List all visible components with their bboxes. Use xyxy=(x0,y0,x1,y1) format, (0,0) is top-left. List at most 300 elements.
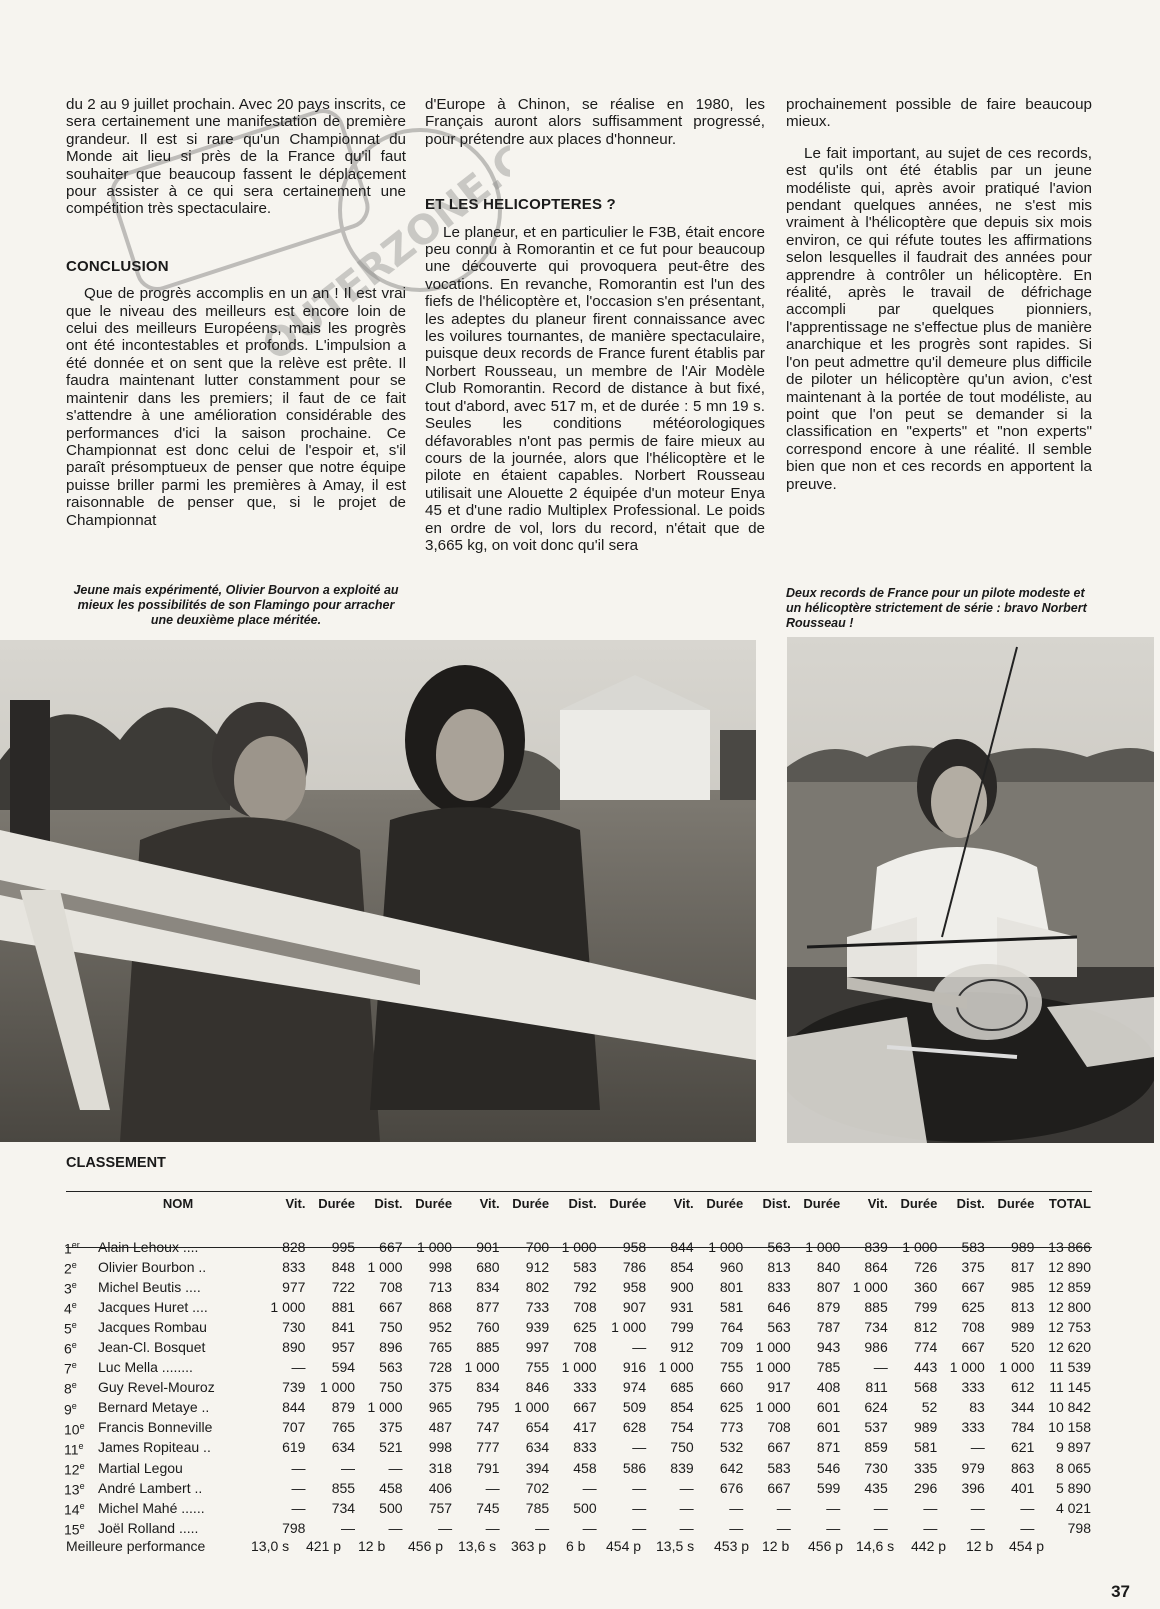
score-cell: — xyxy=(291,1459,306,1476)
caption-glider-photo: Jeune mais expérimenté, Olivier Bourvon a exploité au mieux les possibilités de son Flamingo pour arracher une deuxième place méritée. xyxy=(73,583,399,627)
score-cell: — xyxy=(970,1519,985,1536)
rank-cell: 14e xyxy=(64,1500,85,1518)
score-cell: 1 000 xyxy=(755,1339,791,1356)
score-cell: 755 xyxy=(719,1359,744,1376)
score-cell: 83 xyxy=(969,1399,985,1416)
score-cell: 834 xyxy=(476,1379,500,1396)
best-performance-value: 456 p xyxy=(408,1538,444,1554)
score-cell: 974 xyxy=(622,1379,647,1396)
score-cell: 709 xyxy=(719,1339,744,1356)
table-row xyxy=(64,1357,1094,1377)
table-row xyxy=(64,1398,1094,1418)
score-cell: 333 xyxy=(961,1419,985,1436)
score-cell: 943 xyxy=(816,1339,841,1356)
score-cell: 844 xyxy=(670,1238,694,1255)
best-performance-value: 6 b xyxy=(566,1538,586,1554)
score-cell: — xyxy=(341,1459,356,1476)
score-cell: 798 xyxy=(1067,1519,1091,1536)
score-cell: — xyxy=(485,1519,500,1536)
name-cell: Bernard Metaye .. xyxy=(98,1399,210,1416)
score-cell: — xyxy=(923,1499,938,1516)
score-cell: 708 xyxy=(767,1419,791,1436)
score-cell: 563 xyxy=(767,1238,791,1255)
column-header: Dist. xyxy=(956,1196,985,1211)
score-cell: 885 xyxy=(476,1339,500,1356)
score-cell: 667 xyxy=(767,1479,791,1496)
table-row xyxy=(64,1418,1094,1438)
score-cell: 537 xyxy=(864,1419,888,1436)
best-performance-value: 454 p xyxy=(606,1538,642,1554)
score-cell: 296 xyxy=(913,1479,938,1496)
score-cell: 750 xyxy=(670,1439,694,1456)
score-cell: 841 xyxy=(331,1319,356,1336)
score-cell: 868 xyxy=(428,1299,453,1316)
score-cell: 730 xyxy=(282,1319,306,1336)
score-cell: 840 xyxy=(816,1258,841,1275)
score-cell: 10 842 xyxy=(1048,1399,1091,1416)
score-cell: 568 xyxy=(913,1379,938,1396)
score-cell: 563 xyxy=(767,1319,791,1336)
score-cell: 581 xyxy=(719,1299,744,1316)
score-cell: — xyxy=(970,1439,985,1456)
col3-paragraph-1: prochainement possible de faire beaucoup mieux. xyxy=(786,96,1092,131)
score-cell: 795 xyxy=(476,1399,500,1416)
column-header: TOTAL xyxy=(1048,1196,1091,1211)
score-cell: 1 000 xyxy=(514,1399,550,1416)
score-cell: 881 xyxy=(331,1299,356,1316)
score-cell: 757 xyxy=(428,1499,453,1516)
score-cell: 957 xyxy=(331,1339,356,1356)
best-performance-value: 12 b xyxy=(966,1538,994,1554)
score-cell: 11 539 xyxy=(1049,1359,1091,1376)
score-cell: 599 xyxy=(816,1479,841,1496)
score-cell: 563 xyxy=(379,1359,403,1376)
score-cell: 1 000 xyxy=(561,1359,597,1376)
score-cell: 912 xyxy=(670,1339,694,1356)
col2-paragraph-2: Le planeur, et en particulier le F3B, était encore peu connu à Romorantin et ce fut pour beaucoup une découverte qui provoquera peut-être des vocations. En revanche, Romorantin est l'un des fiefs de l'hélicoptère et, l'occasion s'en présentant, les adeptes du planeur firent connaissance avec les voilures tournantes, de manière spectaculaire, puisque deux records de France furent établis par Norbert Rousseau, un membre de l'Air Modèle Club Romorantin. Record de distance à but fixé, tout d'abord, avec 517 m, et de durée : 5 mn 19 s. Seules les conditions météorologiques défavorables n'ont pas permis de faire mieux au cours de la journée, alors que l'hélicoptère et le pilote en étaient capables. Norbert Rousseau utilisait une Alouette 2 équipée d'un moteur Enya 45 et d'une radio Multiplex Professional. Le poids en ordre de vol, lors du record, n'était que de 3,665 kg, on voit donc qu'il sera xyxy=(425,223,765,554)
score-cell: — xyxy=(873,1519,888,1536)
name-cell: Jacques Rombau xyxy=(98,1319,207,1336)
score-cell: 760 xyxy=(476,1319,500,1336)
score-cell: 807 xyxy=(816,1278,841,1295)
score-cell: 713 xyxy=(428,1278,453,1295)
score-cell: 755 xyxy=(525,1359,550,1376)
score-cell: 612 xyxy=(1011,1379,1035,1396)
score-cell: 12 753 xyxy=(1048,1319,1091,1336)
column-header: Durée xyxy=(318,1196,356,1211)
score-cell: 912 xyxy=(525,1258,550,1275)
score-cell: 1 000 xyxy=(658,1359,694,1376)
score-cell: 707 xyxy=(282,1419,306,1436)
score-cell: 952 xyxy=(428,1319,453,1336)
score-cell: — xyxy=(826,1499,841,1516)
score-cell: 586 xyxy=(622,1459,647,1476)
rank-cell: 2e xyxy=(64,1260,77,1277)
score-cell: 812 xyxy=(913,1319,938,1336)
score-cell: 859 xyxy=(864,1439,888,1456)
score-cell: 333 xyxy=(573,1379,597,1396)
score-cell: — xyxy=(679,1499,694,1516)
score-cell: 985 xyxy=(1011,1278,1035,1295)
score-cell: 1 000 xyxy=(464,1359,500,1376)
best-performance-value: 453 p xyxy=(714,1538,750,1554)
score-cell: 375 xyxy=(961,1258,985,1275)
score-cell: 846 xyxy=(525,1379,550,1396)
score-cell: 764 xyxy=(719,1319,744,1336)
score-cell: 401 xyxy=(1011,1479,1035,1496)
score-cell: 958 xyxy=(622,1278,647,1295)
score-cell: 879 xyxy=(816,1299,841,1316)
score-cell: 621 xyxy=(1011,1439,1035,1456)
column-header: Durée xyxy=(415,1196,453,1211)
name-cell: Joël Rolland ..... xyxy=(98,1519,199,1536)
score-cell: 1 000 xyxy=(852,1278,888,1295)
column-header: Durée xyxy=(706,1196,744,1211)
photo-helicopter-pilot xyxy=(787,637,1154,1143)
score-cell: 730 xyxy=(864,1459,888,1476)
score-cell: 977 xyxy=(282,1278,306,1295)
score-cell: 335 xyxy=(913,1459,938,1476)
score-cell: — xyxy=(438,1519,453,1536)
name-cell: Jean-Cl. Bosquet xyxy=(98,1339,206,1356)
score-cell: 8 065 xyxy=(1055,1459,1091,1476)
score-cell: 601 xyxy=(816,1419,841,1436)
rank-cell: 5e xyxy=(64,1320,77,1337)
column-header: Dist. xyxy=(762,1196,791,1211)
score-cell: 583 xyxy=(961,1238,985,1255)
page-number: 37 xyxy=(1111,1582,1130,1601)
watermark-stamp xyxy=(90,100,510,365)
rank-cell: 11e xyxy=(64,1440,84,1458)
score-cell: 917 xyxy=(767,1379,791,1396)
score-cell: 52 xyxy=(921,1399,938,1416)
score-cell: 854 xyxy=(670,1258,694,1275)
score-cell: 998 xyxy=(428,1439,453,1456)
score-cell: 989 xyxy=(1011,1238,1035,1255)
score-cell: 11 145 xyxy=(1049,1379,1091,1396)
score-cell: 777 xyxy=(476,1439,500,1456)
score-cell: 487 xyxy=(428,1419,453,1436)
column-header: Vit. xyxy=(479,1196,500,1211)
score-cell: 1 000 xyxy=(999,1359,1035,1376)
score-cell: 1 000 xyxy=(367,1258,403,1275)
name-cell: Alain Lehoux .... xyxy=(98,1238,199,1255)
score-cell: 509 xyxy=(622,1399,647,1416)
table-row xyxy=(64,1377,1094,1397)
score-cell: 801 xyxy=(719,1278,744,1295)
score-cell: — xyxy=(632,1519,647,1536)
score-cell: 833 xyxy=(573,1439,597,1456)
name-cell: André Lambert .. xyxy=(98,1479,203,1496)
score-cell: 792 xyxy=(573,1278,597,1295)
column-header: Vit. xyxy=(867,1196,888,1211)
score-cell: 784 xyxy=(1011,1419,1035,1436)
name-cell: Michel Beutis .... xyxy=(98,1278,201,1295)
score-cell: 396 xyxy=(961,1479,985,1496)
score-cell: 10 158 xyxy=(1048,1419,1091,1436)
score-cell: 667 xyxy=(961,1339,985,1356)
score-cell: 722 xyxy=(331,1278,356,1295)
score-cell: 773 xyxy=(719,1419,744,1436)
score-cell: 408 xyxy=(816,1379,841,1396)
rank-cell: 1er xyxy=(64,1240,80,1257)
score-cell: 634 xyxy=(331,1439,356,1456)
score-cell: 1 000 xyxy=(367,1399,403,1416)
best-performance-value: 13,6 s xyxy=(458,1538,497,1554)
score-cell: 750 xyxy=(379,1379,403,1396)
name-cell: Francis Bonneville xyxy=(98,1419,213,1436)
score-cell: 521 xyxy=(379,1439,403,1456)
score-cell: 802 xyxy=(525,1278,550,1295)
score-cell: 995 xyxy=(331,1238,356,1255)
score-cell: 871 xyxy=(816,1439,841,1456)
score-cell: 12 890 xyxy=(1048,1258,1091,1275)
score-cell: 960 xyxy=(719,1258,744,1275)
score-cell: 619 xyxy=(282,1439,306,1456)
score-cell: 854 xyxy=(670,1399,694,1416)
score-cell: 1 000 xyxy=(755,1399,791,1416)
col1-paragraph-2: Que de progrès accomplis en un an ! Il est vrai que le niveau des meilleurs est encore loin de celui des meilleurs Européens, mais les progrès ont été incontestables et profonds. L'impulsion a été donnée et on sent que la relève est prête. Il faudra maintenant lutter constamment pour se maintenir dans les premiers; il faut de ce fait s'attendre à une amélioration considérable des performances d'ici la saison prochaine. Ce Championnat est donc celui de l'espoir et, s'il paraît présomptueux de penser que notre équipe puisse briller parmi les premières à Amay, il est raisonnable de penser que, si le projet de Championnat xyxy=(66,285,406,529)
score-cell: — xyxy=(632,1479,647,1496)
table-row xyxy=(64,1438,1094,1458)
score-cell: 654 xyxy=(525,1419,550,1436)
score-cell: 896 xyxy=(379,1339,403,1356)
score-cell: 1 000 xyxy=(611,1319,647,1336)
col2-paragraph-1: d'Europe à Chinon, se réalise en 1980, les Français auront alors suffisamment progressé, pour prétendre aux places d'honneur. xyxy=(425,96,765,148)
score-cell: 833 xyxy=(767,1278,791,1295)
score-cell: 12 800 xyxy=(1048,1299,1091,1316)
column-header: Durée xyxy=(900,1196,938,1211)
score-cell: 799 xyxy=(913,1299,938,1316)
score-cell: 667 xyxy=(961,1278,985,1295)
score-cell: 939 xyxy=(525,1319,550,1336)
watermark-text: OUTERZONE.COM xyxy=(254,100,510,360)
score-cell: 624 xyxy=(864,1399,888,1416)
score-cell: 965 xyxy=(428,1399,453,1416)
score-cell: — xyxy=(632,1439,647,1456)
score-cell: 750 xyxy=(379,1319,403,1336)
header-rank xyxy=(64,1196,95,1237)
column-header: Durée xyxy=(512,1196,550,1211)
score-cell: 1 000 xyxy=(805,1238,841,1255)
score-cell: 13 866 xyxy=(1048,1238,1091,1255)
column-header: Durée xyxy=(803,1196,841,1211)
column-header: Vit. xyxy=(673,1196,694,1211)
score-cell: 344 xyxy=(1011,1399,1035,1416)
score-cell: 989 xyxy=(913,1419,938,1436)
score-cell: 676 xyxy=(719,1479,744,1496)
score-cell: 581 xyxy=(913,1439,938,1456)
score-cell: 500 xyxy=(379,1499,403,1516)
score-cell: 747 xyxy=(476,1419,500,1436)
column-header: Dist. xyxy=(568,1196,597,1211)
score-cell: — xyxy=(582,1479,597,1496)
score-cell: 734 xyxy=(331,1499,356,1516)
score-cell: 625 xyxy=(573,1319,597,1336)
rank-cell: 8e xyxy=(64,1380,77,1398)
score-cell: 877 xyxy=(476,1299,500,1316)
score-cell: 765 xyxy=(428,1339,453,1356)
name-cell: Guy Revel-Mouroz xyxy=(98,1379,215,1396)
score-cell: 864 xyxy=(864,1258,888,1275)
score-cell: 900 xyxy=(670,1278,694,1295)
score-cell: 745 xyxy=(476,1499,500,1516)
score-cell: 785 xyxy=(816,1359,841,1376)
score-cell: 989 xyxy=(1011,1319,1035,1336)
score-cell: 667 xyxy=(379,1299,403,1316)
score-cell: 546 xyxy=(816,1459,841,1476)
rank-cell: 9e xyxy=(64,1400,77,1418)
table-row xyxy=(64,1277,1094,1297)
rank-cell: 10e xyxy=(64,1420,85,1438)
table-row xyxy=(64,1498,1094,1518)
rank-cell: 6e xyxy=(64,1340,77,1357)
score-cell: 642 xyxy=(719,1459,744,1476)
score-cell: 646 xyxy=(767,1299,791,1316)
score-cell: 885 xyxy=(864,1299,888,1316)
score-cell: — xyxy=(291,1479,306,1496)
score-cell: — xyxy=(679,1479,694,1496)
score-cell: 500 xyxy=(573,1499,597,1516)
score-cell: 628 xyxy=(622,1419,647,1436)
score-cell: 333 xyxy=(961,1379,985,1396)
heading-conclusion: CONCLUSION xyxy=(66,257,169,275)
best-performance-value: 421 p xyxy=(306,1538,342,1554)
best-performance-value: 13,0 s xyxy=(251,1538,290,1554)
score-cell: 1 000 xyxy=(561,1238,597,1255)
score-cell: 785 xyxy=(525,1499,550,1516)
caption-helicopter-photo: Deux records de France pour un pilote modeste et un hélicoptère strictement de série : bravo Norbert Rousseau ! xyxy=(786,586,1087,630)
col3-paragraph-2: Le fait important, au sujet de ces records, est qu'ils ont été établis par un jeune modéliste qui, après avoir pratiqué l'avion pendant quelques années, ne s'est mis vraiment à l'hélicoptère que depuis six mois environ, ce qui réfute toutes les affirmations selon lesquelles il faudrait des années pour apprendre à contrôler un hélicoptère. En réalité, après le travail de défrichage accompli par quelques pionniers, l'apprentissage ne s'effectue plus de manière anarchique et les progrès sont rapides. Si l'on peut admettre qu'il demeure plus difficile de piloter un hélicoptère qu'un avion, c'est maintenant à la portée de tout modéliste, au point que l'on peut se demander si la classification en "experts" et "non experts" correspond encore à une réalité. Il semble bien que non et ces records en apportent la preuve. xyxy=(786,144,1092,493)
score-cell: 601 xyxy=(816,1399,841,1416)
column-header: Durée xyxy=(997,1196,1035,1211)
score-cell: 394 xyxy=(525,1459,550,1476)
rank-cell: 3e xyxy=(64,1280,77,1297)
score-cell: 734 xyxy=(864,1319,888,1336)
score-cell: 733 xyxy=(525,1299,550,1316)
best-performance-value: 14,6 s xyxy=(856,1538,895,1554)
score-cell: 12 620 xyxy=(1048,1339,1091,1356)
rank-cell: 15e xyxy=(64,1520,85,1538)
score-cell: — xyxy=(291,1499,306,1516)
rank-cell: 4e xyxy=(64,1300,77,1317)
score-cell: 9 897 xyxy=(1055,1439,1091,1456)
score-cell: 708 xyxy=(379,1278,403,1295)
score-cell: 5 890 xyxy=(1055,1479,1091,1496)
score-cell: 685 xyxy=(670,1379,694,1396)
score-cell: 594 xyxy=(331,1359,356,1376)
score-cell: 998 xyxy=(428,1258,453,1275)
column-header: NOM xyxy=(162,1196,194,1211)
table-row xyxy=(64,1297,1094,1317)
table-row xyxy=(64,1257,1094,1277)
score-cell: 1 000 xyxy=(949,1359,985,1376)
score-cell: — xyxy=(388,1459,403,1476)
score-cell: — xyxy=(970,1499,985,1516)
score-cell: 958 xyxy=(622,1238,647,1255)
score-cell: 786 xyxy=(622,1258,647,1275)
score-cell: 855 xyxy=(331,1479,356,1496)
score-cell: 532 xyxy=(719,1439,744,1456)
score-cell: 702 xyxy=(525,1479,550,1496)
score-cell: — xyxy=(1020,1519,1035,1536)
score-cell: 811 xyxy=(865,1379,888,1396)
score-cell: 700 xyxy=(525,1238,550,1255)
score-cell: 879 xyxy=(331,1399,356,1416)
best-performance-value: 12 b xyxy=(358,1538,386,1554)
score-cell: 318 xyxy=(428,1459,453,1476)
table-row xyxy=(64,1518,1094,1538)
score-cell: 520 xyxy=(1011,1339,1035,1356)
score-cell: 458 xyxy=(573,1459,597,1476)
score-cell: 1 000 xyxy=(417,1238,453,1255)
score-cell: 1 000 xyxy=(755,1359,791,1376)
score-cell: 708 xyxy=(573,1299,597,1316)
score-cell: — xyxy=(776,1499,791,1516)
rank-cell: 12e xyxy=(64,1460,85,1478)
table-row xyxy=(64,1317,1094,1337)
score-cell: 901 xyxy=(476,1238,500,1255)
score-cell: 979 xyxy=(961,1459,985,1476)
score-cell: 791 xyxy=(476,1459,500,1476)
score-cell: 844 xyxy=(282,1399,306,1416)
score-cell: 774 xyxy=(913,1339,938,1356)
name-cell: James Ropiteau .. xyxy=(98,1439,211,1456)
score-cell: — xyxy=(388,1519,403,1536)
classement-title: CLASSEMENT xyxy=(66,1155,166,1171)
table-top-rule xyxy=(66,1191,1092,1192)
score-cell: 375 xyxy=(379,1419,403,1436)
score-cell: 765 xyxy=(331,1419,356,1436)
score-cell: 754 xyxy=(670,1419,694,1436)
score-cell: 863 xyxy=(1011,1459,1035,1476)
score-cell: 12 859 xyxy=(1048,1278,1091,1295)
score-cell: — xyxy=(729,1519,744,1536)
score-cell: 1 000 xyxy=(708,1238,744,1255)
name-cell: Olivier Bourbon .. xyxy=(98,1258,207,1275)
name-cell: Jacques Huret .... xyxy=(98,1299,208,1316)
score-cell: 708 xyxy=(573,1339,597,1356)
score-cell: 680 xyxy=(476,1258,500,1275)
score-cell: — xyxy=(485,1479,500,1496)
table-row xyxy=(64,1478,1094,1498)
classement-table xyxy=(64,1196,1094,1538)
score-cell: — xyxy=(826,1519,841,1536)
score-cell: — xyxy=(1020,1499,1035,1516)
best-performance-value: 442 p xyxy=(911,1538,947,1554)
score-cell: 443 xyxy=(913,1359,938,1376)
column-header: Durée xyxy=(609,1196,647,1211)
score-cell: 986 xyxy=(864,1339,888,1356)
score-cell: — xyxy=(923,1519,938,1536)
score-cell: 728 xyxy=(428,1359,453,1376)
score-cell: 813 xyxy=(1011,1299,1035,1316)
score-cell: 625 xyxy=(719,1399,744,1416)
score-cell: 813 xyxy=(767,1258,791,1275)
name-cell: Luc Mella ........ xyxy=(98,1359,193,1376)
score-cell: 667 xyxy=(379,1238,403,1255)
score-cell: — xyxy=(341,1519,356,1536)
score-cell: 787 xyxy=(816,1319,841,1336)
photo-glider-pilots xyxy=(0,640,756,1142)
score-cell: 828 xyxy=(282,1238,306,1255)
score-cell: 839 xyxy=(864,1238,888,1255)
score-cell: 583 xyxy=(573,1258,597,1275)
score-cell: 667 xyxy=(767,1439,791,1456)
score-cell: 660 xyxy=(719,1379,744,1396)
name-cell: Martial Legou xyxy=(98,1459,183,1476)
score-cell: 708 xyxy=(961,1319,985,1336)
